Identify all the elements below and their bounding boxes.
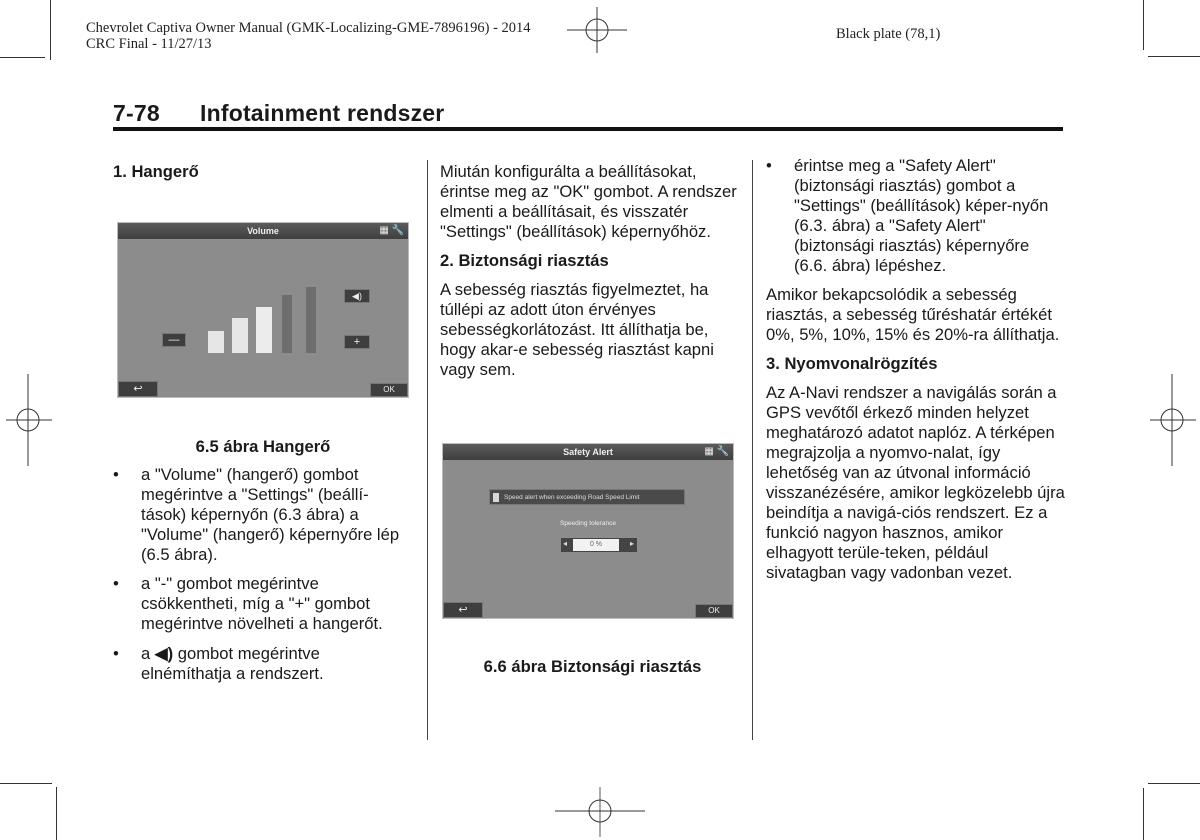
bullet-item (113, 574, 413, 634)
title-rule (113, 127, 1063, 131)
volume-bar-4 (282, 295, 292, 353)
ok-button: OK (695, 604, 733, 618)
bullet-text: érintse meg a "Safety Alert" (biztonsági riasztás) gombot a "Settings" (beállítások) képer-nyőn (6.3. ábra) a "Safety Alert" (biztonsági riasztás) képernyőre (6.6. ábra) lépéshez. (794, 156, 1049, 275)
volume-screen-figure (117, 222, 409, 398)
column-divider-2 (752, 160, 753, 740)
mute-icon: ◀) (344, 289, 370, 303)
section-heading-safety-alert: 2. Biztonsági riasztás (440, 251, 609, 270)
crop-mark-bottom-right (1143, 788, 1144, 840)
tolerance-stepper (561, 538, 637, 552)
registration-mark-right (1148, 372, 1198, 468)
crop-mark-bottom-right-h (1148, 783, 1200, 784)
column-2 (440, 162, 745, 389)
screen-title-bar (443, 444, 733, 460)
volume-level-bars (208, 283, 328, 353)
section-heading-track-recording: 3. Nyomvonalrögzítés (766, 354, 938, 373)
bullet-glyph: • (113, 465, 119, 484)
back-button: ↩ (443, 602, 483, 618)
decrease-arrow-icon: ◂ (563, 539, 568, 548)
crop-mark-top-right (1143, 0, 1144, 50)
screen-title-bar (118, 223, 408, 239)
volume-bar-5 (306, 287, 316, 353)
registration-mark-top (567, 5, 627, 55)
crop-mark-bottom-left (56, 787, 57, 840)
speed-alert-checkbox (489, 489, 685, 505)
page-title (113, 100, 444, 127)
screen-title: Volume (247, 226, 279, 236)
plate-label: Black plate (78,1) (836, 26, 941, 42)
volume-bar-1 (208, 331, 224, 353)
bullet-glyph: • (766, 156, 772, 175)
screen-status-icons: ▦ 🔧 (379, 225, 404, 236)
volume-minus-button: — (162, 333, 186, 347)
section-title: Infotainment rendszer (200, 100, 445, 126)
bullet-text: a "Volume" (hangerő) gombot megérintve a "Settings" (beállí-tások) képernyőn (6.3 ábra) a "Volume" (hangerő) képernyőre lép (6.5 ábra). (141, 465, 400, 564)
bullet-item (113, 465, 413, 565)
column-divider-1 (427, 160, 428, 740)
speaker-mute-icon: ◀) (154, 644, 174, 663)
paragraph: Miután konfigurálta a beállításokat, érintse meg az "OK" gombot. A rendszer elmenti a beállításait, és visszatér "Settings" (beállítások) képernyőhöz. (440, 162, 737, 241)
checkbox-label: Speed alert when exceeding Road Speed Limit (504, 494, 640, 501)
increase-arrow-icon: ▸ (629, 539, 634, 548)
bullet-text: gombot megérintve elnémíthatja a rendszert. (141, 644, 324, 683)
ok-button: OK (370, 383, 408, 397)
volume-plus-button: + (344, 335, 370, 349)
bullet-text: a "-" gombot megérintve csökkentheti, míg a "+" gombot megérintve növelheti a hangerőt. (141, 574, 383, 633)
bullet-item (113, 644, 413, 684)
volume-bar-3 (256, 307, 272, 353)
paragraph: Az A-Navi rendszer a navigálás során a GPS vevőtől érkező minden helyzet meghatározó adatot naplóz. A térképen megrajzolja a nyomvo-nalat, így lehetőség van az útvonal információ visszanézésére, amikor legközelebb újra beindítja a navigá-ciós rendszert. Ez a funkció nagyon hasznos, amikor elhagyott terüle-teken, például sivatagban vagy vadonban vezet. (766, 383, 1065, 582)
safety-alert-screen-figure (442, 443, 734, 619)
document-header-line1: Chevrolet Captiva Owner Manual (GMK-Localizing-GME-7896196) - 2014 (86, 20, 531, 36)
crop-mark-bottom-left-h (0, 783, 52, 784)
bullet-item (766, 156, 1066, 276)
crop-mark-top-left-h (0, 57, 45, 58)
screen-title: Safety Alert (563, 447, 613, 457)
section-heading-volume: 1. Hangerő (113, 162, 199, 181)
back-button: ↩ (118, 381, 158, 397)
speeding-tolerance-label: Speeding tolerance (559, 520, 616, 527)
column-1 (113, 162, 413, 191)
paragraph: A sebesség riasztás figyelmeztet, ha túllépi az adott úton érvényes sebességkorlátozást. Itt állíthatja be, hogy akar-e sebesség riasztást kapni vagy sem. (440, 280, 714, 379)
paragraph: Amikor bekapcsolódik a sebesség riasztás, a sebesség tűréshatár értékét 0%, 5%, 10%, 15% és 20%-ra állíthatja. (766, 285, 1060, 344)
volume-bar-2 (232, 318, 248, 353)
registration-mark-left (4, 372, 54, 468)
bullet-text: a (141, 644, 151, 663)
figure-caption-6-6: 6.6 ábra Biztonsági riasztás (483, 657, 702, 676)
screen-status-icons: ▦ 🔧 (704, 446, 729, 457)
bullet-glyph: • (113, 574, 119, 593)
checkbox-icon (493, 493, 499, 502)
crop-mark-top-left (50, 0, 51, 60)
document-header-line2: CRC Final - 11/27/13 (86, 36, 212, 52)
page-number: 7-78 (113, 100, 160, 126)
tolerance-value: 0 % (573, 539, 619, 551)
bullet-glyph: • (113, 644, 119, 663)
crop-mark-top-right-h (1148, 56, 1200, 57)
registration-mark-bottom (553, 787, 647, 839)
figure-caption-6-5: 6.5 ábra Hangerő (195, 437, 331, 456)
column-3 (766, 156, 1066, 592)
column-1-bullets (113, 465, 413, 693)
